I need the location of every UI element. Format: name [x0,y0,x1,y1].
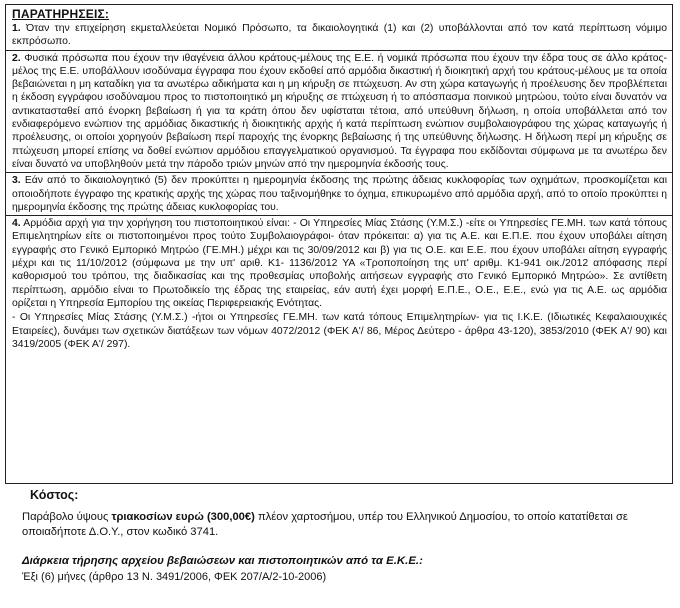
note-number: 2. [12,52,21,64]
note-1 [12,22,667,50]
note-text: Φυσικά πρόσωπα που έχουν την ιθαγένεια άλλου κράτους-μέλους της Ε.Ε. ή νομικά πρόσωπα που έχουν την έδρα τους σε άλλο κράτος-μέλος της Ε.Ε. υποβάλλουν ισοδύναμα έγγραφα που έχουν εκδοθεί από αρμόδια δικαστική ή διοικητική αρχή του κράτους-μέλους με τα οποία βεβαιώνεται η μη καταδίκη για τα ανωτέρω αδικήματα και η μη κήρυξη σε πτώχευση. Αν στη χώρα καταγωγής ή προέλευσης δεν προβλέπεται η έκδοση εγγράφου ισοδύναμου προς το πιστοποιητικό μη κήρυξης σε πτώχευση ή το απόσπασμα ποινικού μητρώου, τούτο είναι δυνατόν να αντικατασταθεί από ένορκη βεβαίωση ή για τα κράτη όπου δεν υφίσταται τέτοια, από υπεύθυνη δήλωση, η οποία υποβάλλεται από τον ενδιαφερόμενο ενώπιον της αρμόδιας δικαστικής ή διοικητικής αρχής ή κατά περίπτωση ενώπιον συμβολαιογράφου της χώρας καταγωγής ή προέλευσης, οι οποίοι χορηγούν βεβαίωση περί παροχής της ένορκης βεβαίωσης ή της υπεύθυνης δήλωσης. Η δήλωση περί μη κήρυξης σε πτώχευση μπορεί επίσης να δοθεί ενώπιον αρμόδιου επαγγελματικού οργανισμού. Τα έγγραφα που εκδίδονται σύμφωνα με τα ανωτέρω δεν είναι δυνατό να υποβληθούν μετά την πάροδο τριών μηνών από την ημερομηνία έκδοσής τους. [12,52,667,170]
note-text: Αρμόδια αρχή για την χορήγηση του πιστοποιητικού είναι: - Οι Υπηρεσίες Μίας Στάσης (Υ.Μ.Σ.) -είτε οι Υπηρεσίες ΓΕ.ΜΗ. των κατά τόπους Επιμελητηρίων είτε οι πιστοποιημένοι προς τούτο Συμβολαιογράφοι- όταν πρόκειται: α) για τις Α.Ε. και Ε.Π.Ε. που έχουν υποβάλει αίτηση εγγραφής στο Γενικό Εμπορικό Μητρώο (ΓΕ.ΜΗ.) μέχρι και τις 30/09/2012 και β) για τις Ο.Ε. και Ε.Ε. που έχουν υποβάλει αίτηση εγγραφής μέχρι και τις 11/10/2012 (σύμφωνα με την υπ' αριθ. Κ1- 1136/2012 ΥΑ «Τροποποίηση της υπ' αριθμ. Κ1-941 οικ./2012 απόφασης περί καθορισμού του τρόπου, της διαδικασίας και της προθεσμίας υποβολής αιτήσεων εγγραφής στο Γενικό Εμπορικό Μητρώο». Σε αντίθετη περίπτωση, αρμόδιο είναι το Πρωτοδικείο της έδρας της εταιρείας, εάν αυτή έχει μορφή Ε.Π.Ε., Ο.Ε., Ε.Ε., ενώ για τις Α.Ε. ως αρμόδια ορίζεται η Υπηρεσία Εμπορίου της οικείας Περιφερειακής Ενότητας. [12,218,667,309]
cost-amount: τριακοσίων ευρώ (300,00€) [111,511,255,523]
note-4 [6,215,672,311]
retention-title: Διάρκεια τήρησης αρχείου βεβαιώσεων και πιστοποιητικών από τα Ε.Κ.Ε.: [22,555,423,567]
note-2 [6,50,672,173]
note-number: 1. [12,23,21,34]
note-3 [6,172,672,215]
retention-text: Έξι (6) μήνες (άρθρο 13 Ν. 3491/2006, ΦΕΚ 207/Α/2-10-2006) [22,571,327,583]
cost-text-before: Παράβολο ύψους [22,511,112,523]
note-4-continued [12,311,667,352]
note-number: 4. [12,218,21,230]
notes-box [5,4,673,484]
cost-title: Κόστος: [30,488,79,502]
cost-text [22,510,652,540]
notes-title: ΠΑΡΑΤΗΡΗΣΕΙΣ: [12,7,110,21]
cost-text-after: πλέον χαρτοσήμου, υπέρ του Ελληνικού Δημοσίου, το οποίο κατατίθεται σε οποιαδήποτε Δ.Ο.Υ., στον κωδικό 3741. [22,511,628,538]
note-text: Όταν την επιχείρηση εκμεταλλεύεται Νομικό Πρόσωπο, τα δικαιολογητικά (1) και (2) υποβάλλονται από τον κατά περίπτωση νόμιμο εκπρόσωπο. [12,23,667,48]
note-text: - Οι Υπηρεσίες Μίας Στάσης (Υ.Μ.Σ.) -ήτοι οι Υπηρεσίες ΓΕ.ΜΗ. των κατά τόπους Επιμελητηρίων- για τις Ι.Κ.Ε. (Ιδιωτικές Κεφαλαιουχικές Εταιρείες), δυνάμει των σχετικών διατάξεων των νόμων 4072/2012 (ΦΕΚ Α'/ 86, Μέρος Δεύτερο - άρθρα 43-120), 3853/2010 (ΦΕΚ Α'/ 90) και 3419/2005 (ΦΕΚ Α'/ 297). [12,312,667,350]
note-text: Εάν από το δικαιολογητικό (5) δεν προκύπτει η ημερομηνία έκδοσης της πρώτης άδειας κυκλοφορίας των οχημάτων, προσκομίζεται και οποιοδήποτε έγγραφο της κρατικής αρχής της χώρας που ταξινομήθηκε το όχημα, επικυρωμένο από αρμόδια αρχή, από το οποίο προκύπτει η ημερομηνία έκδοσης της πρώτης άδειας κυκλοφορίας του. [12,175,668,213]
note-number: 3. [12,175,21,187]
